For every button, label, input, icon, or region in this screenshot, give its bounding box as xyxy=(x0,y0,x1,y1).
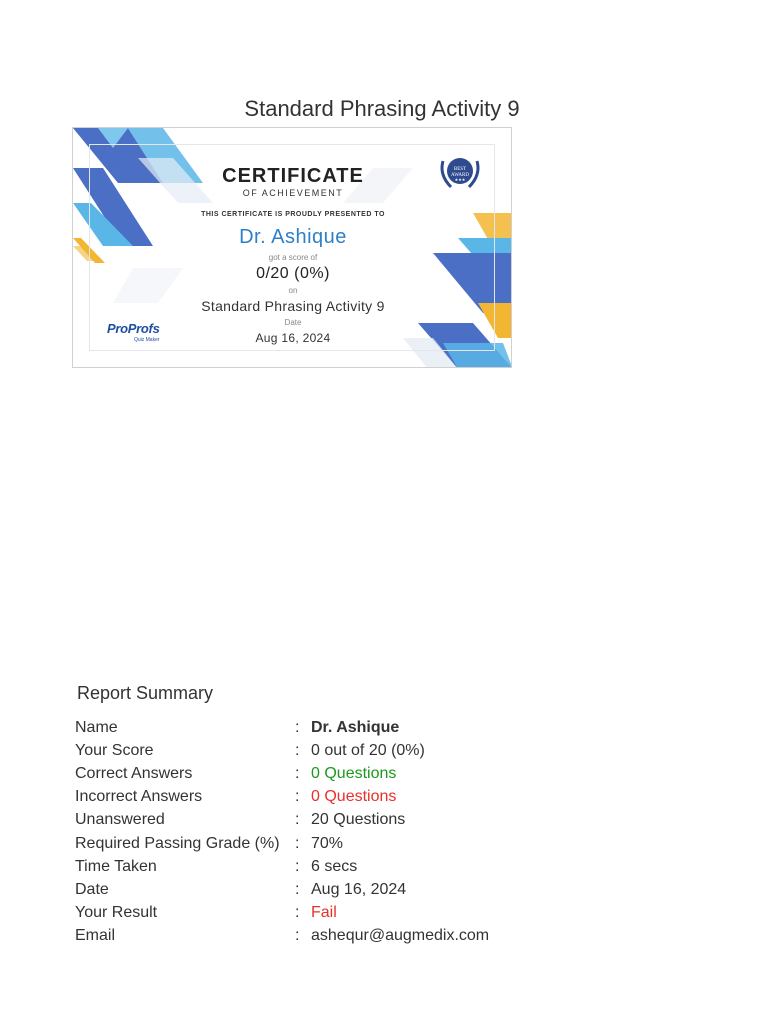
report-row xyxy=(75,786,489,809)
report-row-value: 0 Questions xyxy=(311,788,397,806)
certificate-date: Aug 16, 2024 xyxy=(255,331,331,345)
report-row xyxy=(75,925,489,948)
proprofs-logo xyxy=(107,321,160,343)
report-row-value: 6 secs xyxy=(311,857,358,875)
report-row xyxy=(75,739,489,762)
svg-text:★★★: ★★★ xyxy=(454,177,466,182)
certificate-recipient: Dr. Ashique xyxy=(239,226,347,248)
report-row-label: Incorrect Answers xyxy=(75,788,203,806)
certificate-score-label: got a score of xyxy=(268,253,318,262)
report-row-value: 0 Questions xyxy=(311,764,397,782)
report-row-separator: : xyxy=(295,834,300,852)
report-row-value: 0 out of 20 (0%) xyxy=(311,741,425,759)
report-row-separator: : xyxy=(295,788,300,806)
report-row xyxy=(75,716,489,739)
report-row-separator: : xyxy=(295,741,300,759)
report-row xyxy=(75,902,489,925)
report-row-label: Time Taken xyxy=(75,857,157,875)
report-row-separator: : xyxy=(295,927,300,945)
report-row xyxy=(75,809,489,832)
report-row xyxy=(75,855,489,878)
certificate-subtitle: OF ACHIEVEMENT xyxy=(242,188,344,198)
svg-text:BEST: BEST xyxy=(453,167,467,172)
certificate-on-label: on xyxy=(288,286,298,295)
certificate-date-label: Date xyxy=(284,318,302,327)
report-row xyxy=(75,832,489,855)
report-row-label: Name xyxy=(75,718,118,736)
report-row-value: Dr. Ashique xyxy=(311,718,400,736)
report-row-separator: : xyxy=(295,764,300,782)
report-row-label: Your Result xyxy=(75,904,158,922)
report-summary-heading: Report Summary xyxy=(77,683,214,703)
report-row-separator: : xyxy=(295,904,300,922)
report-row-separator: : xyxy=(295,811,300,829)
logo-sub-text: Quiz Maker xyxy=(133,337,160,343)
report-row-separator: : xyxy=(295,880,300,898)
report-row-value: ashequr@augmedix.com xyxy=(311,927,490,945)
page-title: Standard Phrasing Activity 9 xyxy=(244,96,520,121)
report-row-separator: : xyxy=(295,718,300,736)
report-row-value: Fail xyxy=(311,904,337,922)
report-row-separator: : xyxy=(295,857,300,875)
report-summary-table xyxy=(75,716,489,948)
report-row-label: Date xyxy=(75,880,109,898)
report-row-value: Aug 16, 2024 xyxy=(311,880,407,898)
report-row-value: 70% xyxy=(311,834,344,852)
report-row-value: 20 Questions xyxy=(311,811,406,829)
report-row-label: Required Passing Grade (%) xyxy=(75,834,280,852)
certificate-title: CERTIFICATE xyxy=(222,165,364,187)
report-row xyxy=(75,762,489,785)
report-row-label: Unanswered xyxy=(75,811,165,829)
report-row-label: Your Score xyxy=(75,741,154,759)
certificate-score: 0/20 (0%) xyxy=(256,265,330,282)
report-row-label: Email xyxy=(75,927,116,945)
report-row-label: Correct Answers xyxy=(75,764,193,782)
svg-text:AWARD: AWARD xyxy=(451,173,469,178)
logo-brand-text: ProProfs xyxy=(107,321,160,336)
certificate-activity: Standard Phrasing Activity 9 xyxy=(201,298,385,314)
report-row xyxy=(75,878,489,901)
certificate-presented-text: THIS CERTIFICATE IS PROUDLY PRESENTED TO xyxy=(201,211,385,218)
certificate-image xyxy=(72,127,512,368)
